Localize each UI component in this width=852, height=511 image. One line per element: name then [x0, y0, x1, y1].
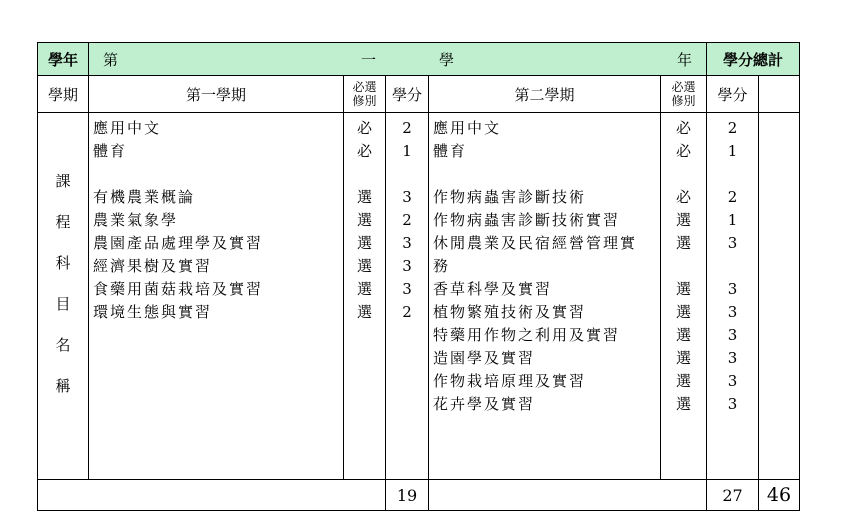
course-name [89, 163, 343, 186]
course-type: 必 [356, 142, 372, 160]
course-credits: 1 [727, 142, 738, 160]
course-credits: 3 [402, 234, 412, 252]
course-type: 選 [675, 349, 691, 367]
first-term-heading: 第一學期 [89, 76, 344, 113]
course-name: 作物病蟲害診斷技術 [433, 188, 587, 206]
course-credits: 2 [727, 188, 738, 206]
course-credits: 3 [727, 326, 738, 344]
credits-heading: 學分 [707, 76, 759, 113]
course-credits: 3 [727, 234, 738, 252]
course-type: 選 [675, 395, 691, 413]
first-term-course-names [89, 113, 344, 480]
course-name: 體育 [93, 142, 128, 160]
course-type: 必 [675, 119, 691, 137]
course-type: 選 [356, 303, 372, 321]
term-label: 學期 [38, 76, 89, 113]
empty-cell [429, 480, 707, 511]
second-term-course-types [661, 113, 707, 480]
course-credits: 2 [402, 303, 412, 321]
course-type: 選 [675, 326, 691, 344]
course-credits [386, 163, 428, 186]
course-credits: 3 [402, 280, 412, 298]
course-name [429, 163, 660, 186]
empty-cell [759, 76, 800, 113]
course-type: 選 [356, 280, 372, 298]
empty-cell [38, 480, 386, 511]
req-elect-heading: 必選 修別 [661, 76, 707, 113]
first-term-course-types [344, 113, 386, 480]
credits-heading: 學分 [386, 76, 429, 113]
course-type [661, 163, 706, 186]
course-type [661, 255, 706, 278]
empty-cell [759, 113, 800, 480]
course-credits [707, 255, 758, 278]
course-type: 選 [675, 211, 691, 229]
course-name: 造園學及實習 [433, 349, 536, 367]
course-name: 體育 [433, 142, 468, 160]
course-type: 選 [675, 280, 691, 298]
course-type: 選 [356, 188, 372, 206]
course-name: 香草科學及實習 [433, 280, 553, 298]
course-name: 植物繁殖技術及實習 [433, 303, 587, 321]
course-name: 特藥用作物之利用及實習 [433, 326, 621, 344]
second-term-heading: 第二學期 [429, 76, 661, 113]
course-credits: 3 [402, 257, 412, 275]
course-name: 作物病蟲害診斷技術實習 [433, 211, 621, 229]
grade-title [89, 43, 707, 76]
grade-char: 第 [103, 50, 119, 69]
courses-row [38, 113, 800, 480]
total-credits-label: 學分總計 [707, 43, 800, 76]
grade-char: 學 [438, 50, 454, 69]
course-credits: 3 [727, 303, 738, 321]
course-name: 應用中文 [433, 119, 502, 137]
first-term-total-credits: 19 [386, 480, 429, 511]
course-type [344, 163, 385, 186]
subheader-row [38, 76, 800, 113]
second-term-course-credits [707, 113, 759, 480]
req-elect-heading: 必選 修別 [344, 76, 386, 113]
course-type: 選 [356, 211, 372, 229]
course-credits: 1 [727, 211, 738, 229]
course-name: 務 [433, 257, 451, 275]
course-credits: 3 [727, 395, 738, 413]
course-type: 選 [675, 234, 691, 252]
grade-char: 一 [360, 50, 376, 69]
course-credits [707, 163, 758, 186]
curriculum-table [37, 42, 800, 511]
second-term-course-names [429, 113, 661, 480]
first-term-course-credits [386, 113, 429, 480]
grade-label: 學年 [38, 43, 89, 76]
course-type: 必 [675, 188, 691, 206]
course-names-side-label: 課 程 科 目 名 稱 [38, 113, 89, 480]
totals-row [38, 480, 800, 511]
course-type: 選 [675, 372, 691, 390]
course-type: 選 [356, 234, 372, 252]
course-type: 必 [675, 142, 691, 160]
course-name: 作物栽培原理及實習 [433, 372, 587, 390]
course-credits: 2 [402, 119, 412, 137]
course-credits: 3 [727, 349, 738, 367]
course-credits: 2 [402, 211, 412, 229]
grand-total-credits: 46 [759, 480, 800, 511]
course-credits: 3 [402, 188, 412, 206]
header-row [38, 43, 800, 76]
course-type: 必 [356, 119, 372, 137]
course-credits: 1 [402, 142, 412, 160]
course-name: 農業氣象學 [93, 211, 179, 229]
course-name: 環境生態與實習 [93, 303, 213, 321]
course-credits: 2 [727, 119, 738, 137]
course-name: 經濟果樹及實習 [93, 257, 213, 275]
course-name: 花卉學及實習 [433, 395, 536, 413]
course-credits: 3 [727, 372, 738, 390]
course-name: 農園產品處理學及實習 [93, 234, 264, 252]
second-term-total-credits: 27 [707, 480, 759, 511]
course-type: 選 [675, 303, 691, 321]
grade-char: 年 [676, 50, 692, 69]
course-name: 休閒農業及民宿經營管理實 [433, 234, 638, 252]
course-credits: 3 [727, 280, 738, 298]
course-name: 食藥用菌菇栽培及實習 [93, 280, 264, 298]
course-type: 選 [356, 257, 372, 275]
course-name: 應用中文 [93, 119, 162, 137]
course-name: 有機農業概論 [93, 188, 196, 206]
